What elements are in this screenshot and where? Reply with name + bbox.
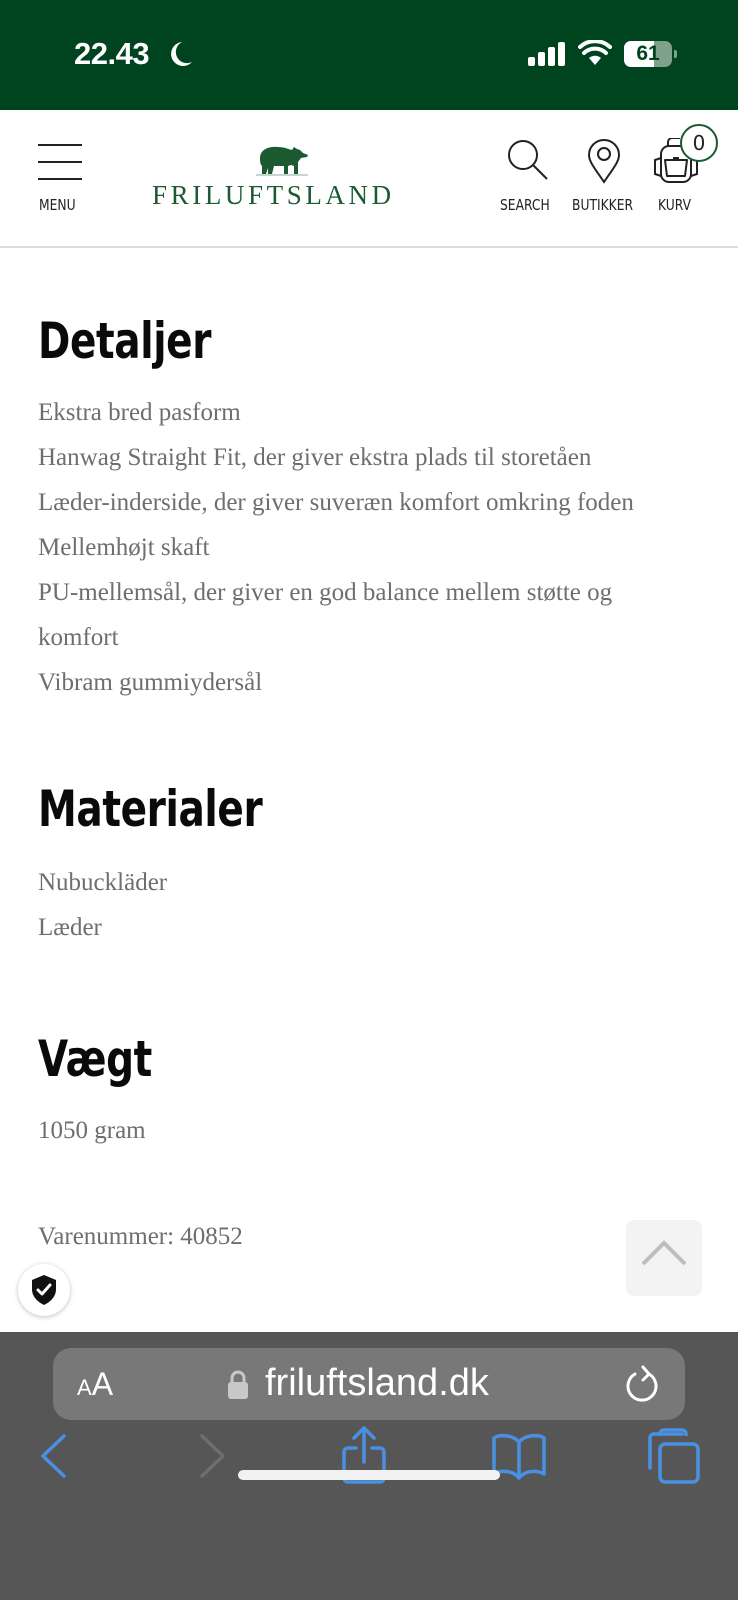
detail-item: Mellemhøjt skaft (38, 534, 210, 561)
detail-item: Hanwag Straight Fit, der giver ekstra plads til storetåen (38, 444, 592, 471)
detail-item: PU-mellemsål, der giver en god balance mellem støtte og (38, 579, 613, 606)
text-size-button[interactable] (77, 1366, 113, 1403)
cellular-signal-icon (528, 42, 566, 66)
bear-icon (254, 144, 310, 178)
forward-icon[interactable] (198, 1432, 228, 1480)
battery-indicator (624, 41, 672, 67)
text-size-small: A (77, 1375, 92, 1400)
cart-label: KURV (658, 196, 692, 214)
cart-count-badge: 0 (680, 124, 718, 162)
text-size-big: A (91, 1366, 114, 1402)
battery-tip (674, 50, 677, 58)
home-indicator[interactable] (238, 1470, 500, 1480)
chevron-up-icon (640, 1238, 688, 1268)
trust-badge-button[interactable] (18, 1264, 70, 1316)
shield-check-icon (30, 1274, 58, 1306)
moon-icon (168, 40, 194, 68)
cart-button[interactable] (650, 131, 720, 226)
status-bar (0, 0, 738, 110)
search-icon (506, 138, 550, 182)
wifi-icon (578, 40, 612, 66)
weight-heading: Vægt (38, 1030, 152, 1088)
stores-label: BUTIKKER (572, 196, 634, 214)
search-button[interactable] (498, 138, 558, 226)
logo-wordmark: FRILUFTSLAND (152, 180, 395, 210)
battery-level: 61 (636, 42, 660, 65)
stores-button[interactable] (570, 138, 642, 226)
detail-item: komfort (38, 624, 119, 651)
browser-toolbar (0, 1332, 738, 1600)
weight-value: 1050 gram (38, 1117, 146, 1144)
status-time: 22.43 (74, 36, 150, 71)
materials-list (38, 860, 167, 950)
detail-item: Læder-inderside, der giver suveræn komfort omkring foden (38, 489, 634, 516)
lock-icon (227, 1370, 249, 1400)
location-pin-icon (586, 138, 622, 184)
address-bar[interactable] (53, 1348, 685, 1420)
search-label: SEARCH (500, 196, 550, 214)
hamburger-icon-line (38, 178, 82, 180)
material-item: Læder (38, 914, 102, 941)
site-header (0, 110, 738, 248)
material-item: Nubuckläder (38, 869, 168, 896)
detail-item: Ekstra bred pasform (38, 399, 241, 426)
menu-button[interactable] (38, 144, 82, 224)
materials-heading: Materialer (38, 780, 263, 838)
details-heading: Detaljer (38, 312, 212, 370)
details-list (38, 390, 634, 705)
back-icon[interactable] (38, 1432, 68, 1480)
url-text: friluftsland.dk (265, 1362, 489, 1404)
detail-item: Vibram gummiydersål (38, 669, 263, 696)
scroll-to-top-button[interactable] (626, 1220, 702, 1296)
tabs-icon[interactable] (646, 1428, 702, 1484)
hamburger-icon-line (38, 144, 82, 146)
menu-label: MENU (39, 196, 76, 214)
hamburger-icon-line (38, 161, 82, 163)
site-logo[interactable] (150, 140, 412, 216)
sku-text: Varenummer: 40852 (38, 1223, 243, 1250)
reload-icon[interactable] (623, 1364, 663, 1406)
